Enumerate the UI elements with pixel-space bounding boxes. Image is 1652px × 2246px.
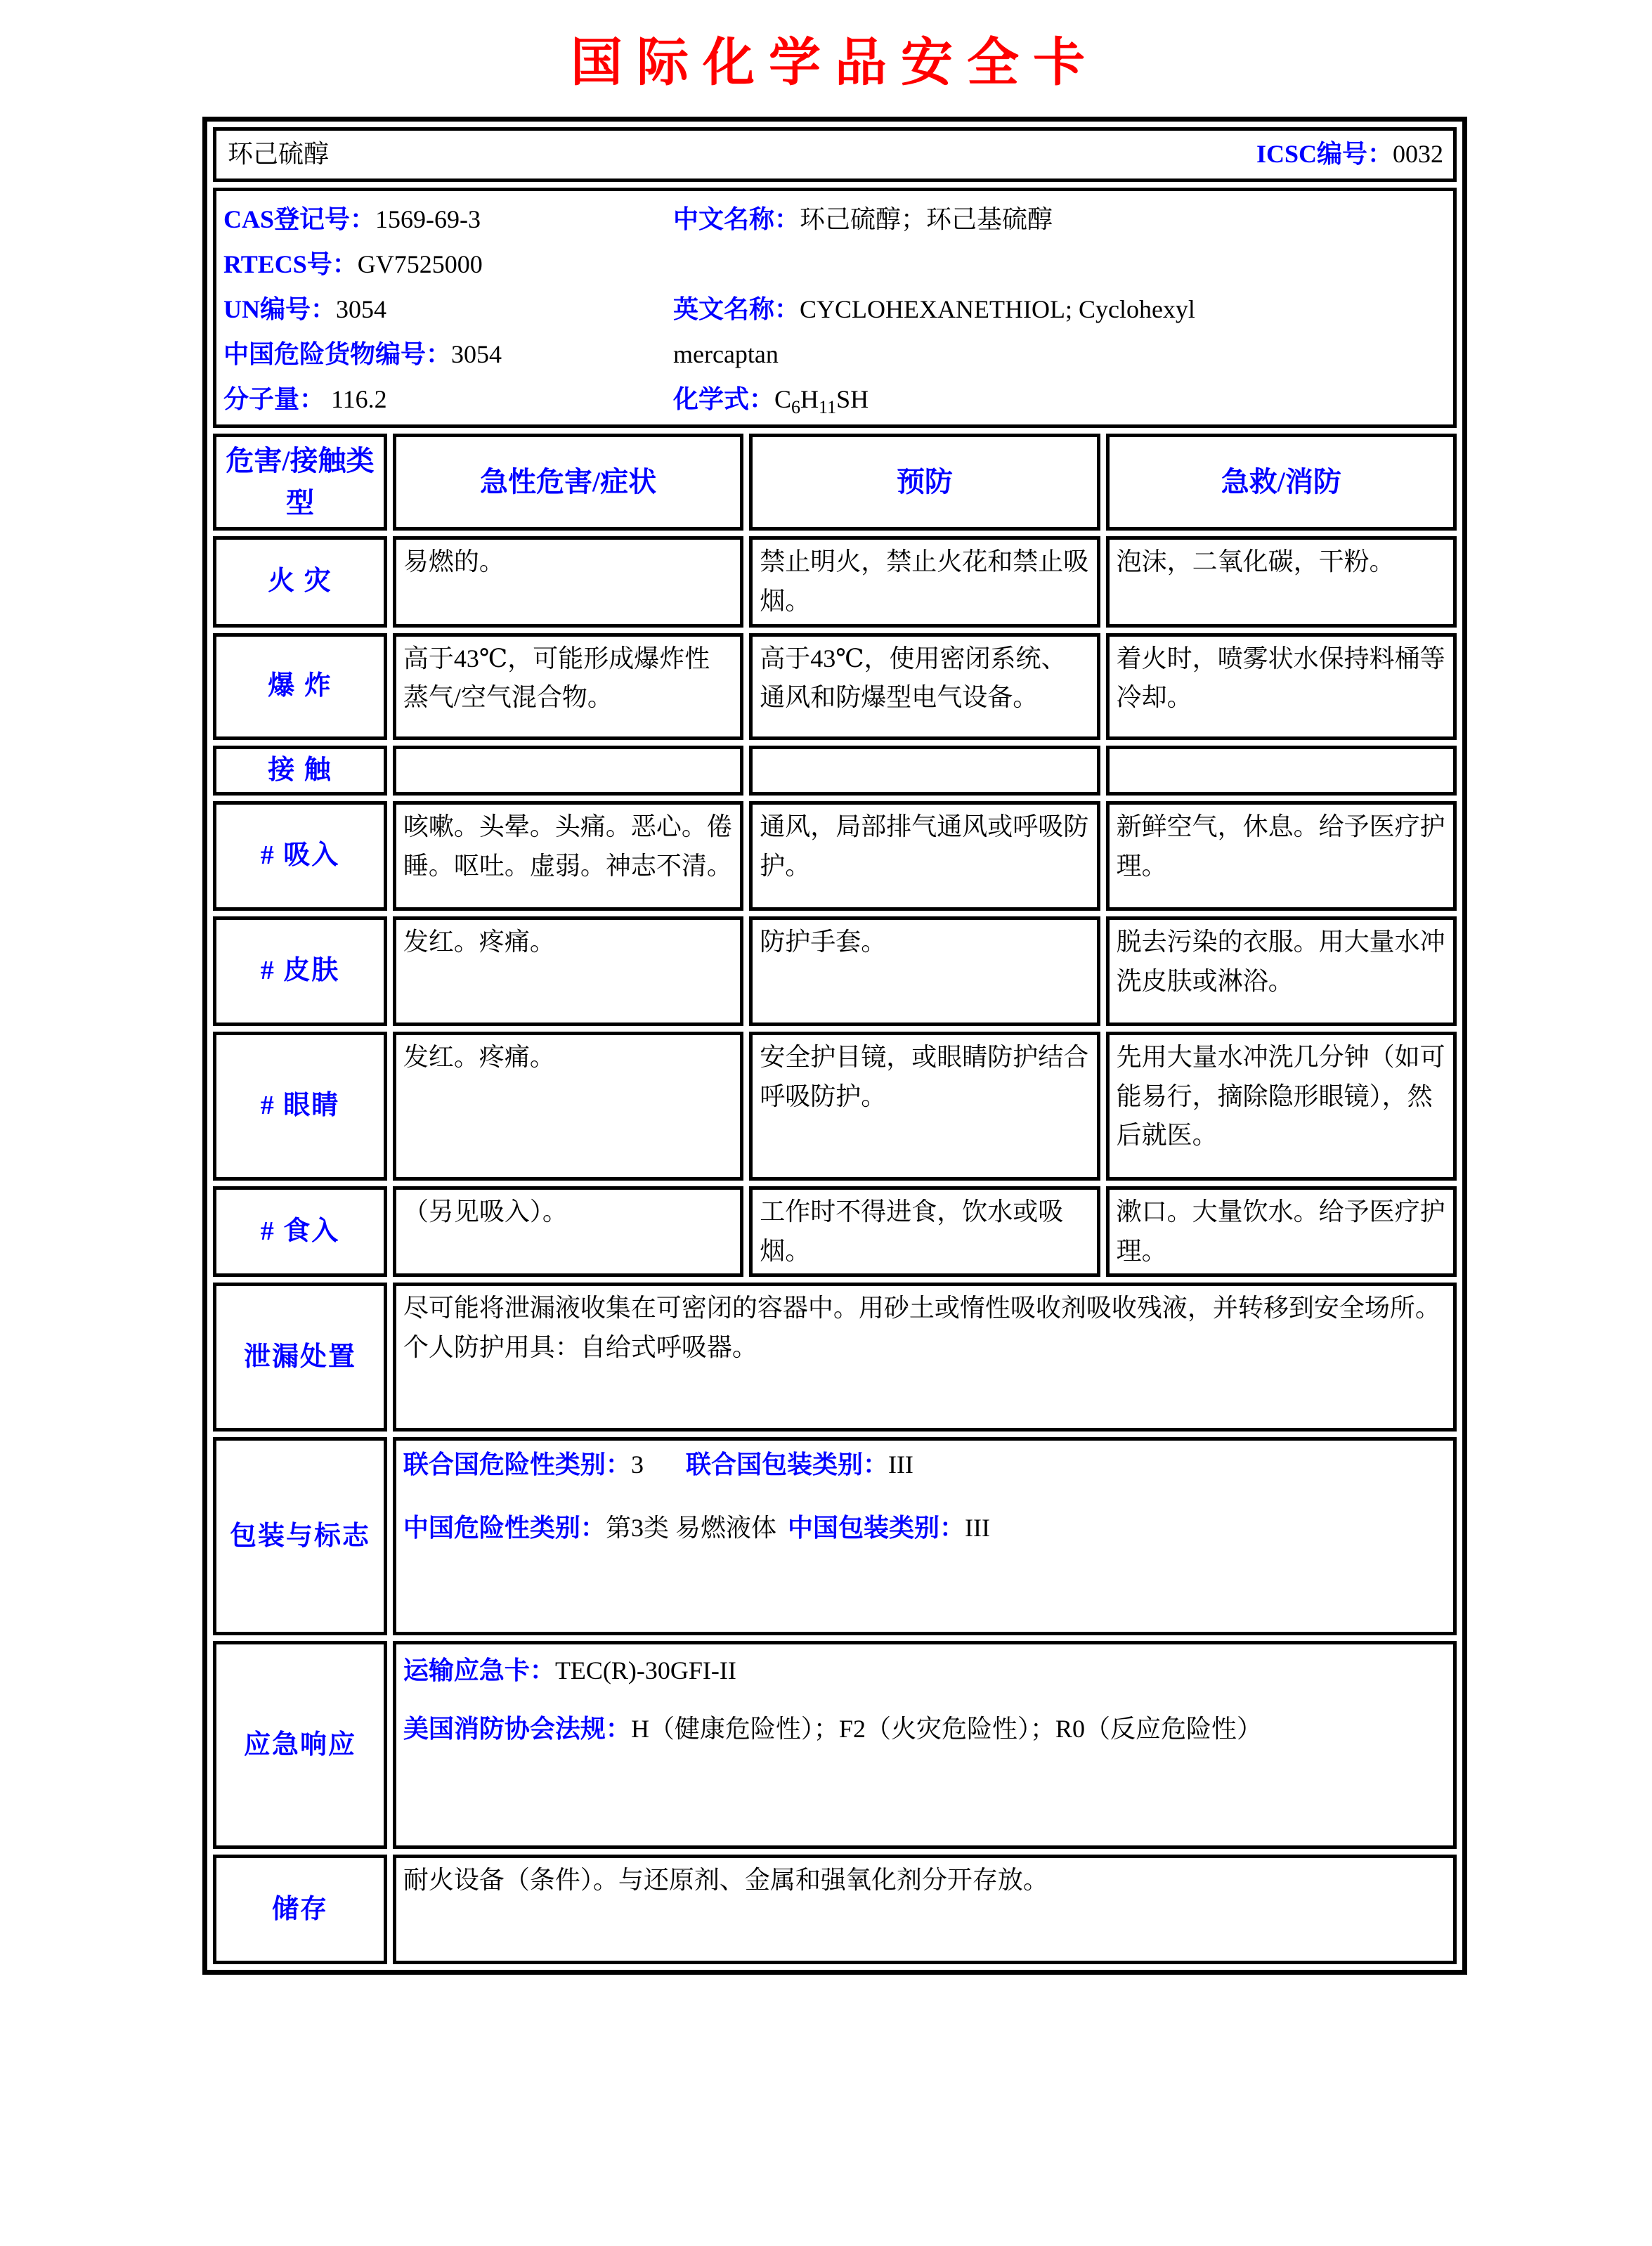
ingestion-prevention: 工作时不得进食，饮水或吸烟。: [749, 1186, 1100, 1278]
identifiers-right-column: [673, 197, 1446, 422]
identifiers-left-column: [223, 197, 673, 422]
row-label-eyes: # 眼睛: [213, 1032, 387, 1181]
cn-hazard-class-value: 第3类 易燃液体: [605, 1513, 776, 1542]
table-row-skin: [213, 916, 1457, 1026]
tec-card-line: [403, 1647, 1446, 1694]
table-row-packaging: [213, 1437, 1457, 1635]
contact-symptoms: [393, 746, 743, 796]
column-header-first-aid: 急救/消防: [1106, 434, 1457, 531]
china-dg-number-label: 中国危险货物编号：: [223, 340, 452, 368]
molecular-weight-label: 分子量：: [223, 385, 325, 413]
row-label-packaging: 包装与标志: [213, 1437, 387, 1635]
chinese-name-value: 环己硫醇；环己基硫醇: [800, 205, 1053, 233]
table-row-eyes: [213, 1032, 1457, 1181]
packaging-cn-line: [403, 1507, 1446, 1550]
spill-disposal-content: 尽可能将泄漏液收集在可密闭的容器中。用砂土或惰性吸收剂吸收残液，并转移到安全场所。个人防护用具：自给式呼吸器。: [393, 1283, 1457, 1432]
un-number-label: UN编号：: [223, 295, 336, 323]
cn-packing-group-label: 中国包装类别：: [787, 1513, 965, 1542]
table-row-storage: [213, 1855, 1457, 1964]
emergency-response-content: [393, 1641, 1457, 1849]
ingestion-first-aid: 漱口。大量饮水。给予医疗护理。: [1106, 1186, 1457, 1278]
cas-number-value: 1569-69-3: [375, 205, 481, 233]
skin-prevention: 防护手套。: [749, 916, 1100, 1026]
table-row-spill-disposal: [213, 1283, 1457, 1432]
fire-symptoms: 易燃的。: [393, 536, 743, 628]
table-row-ingestion: [213, 1186, 1457, 1278]
card-header-cell: [213, 127, 1457, 182]
skin-symptoms: 发红。疼痛。: [393, 916, 743, 1026]
page-title: 国际化学品安全卡: [571, 32, 1099, 93]
un-packing-group-label: 联合国包装类别：: [685, 1450, 888, 1479]
row-label-contact: 接 触: [213, 746, 387, 796]
card-table: [202, 117, 1467, 1975]
inhalation-first-aid: 新鲜空气，休息。给予医疗护理。: [1106, 801, 1457, 911]
china-dg-number-line: [223, 332, 673, 377]
packaging-content: [393, 1437, 1457, 1635]
cas-number-label: CAS登记号：: [223, 205, 376, 233]
molecular-weight-value: 116.2: [325, 385, 387, 413]
china-dg-number-value: 3054: [451, 340, 502, 368]
row-label-emergency-response: 应急响应: [213, 1641, 387, 1849]
row-label-skin: # 皮肤: [213, 916, 387, 1026]
formula-c: C: [774, 385, 792, 413]
formula-label: 化学式：: [673, 385, 775, 413]
nfpa-label: 美国消防协会法规：: [403, 1714, 631, 1743]
storage-content: 耐火设备（条件）。与还原剂、金属和强氧化剂分开存放。: [393, 1855, 1457, 1964]
contact-first-aid: [1106, 746, 1457, 796]
skin-first-aid: 脱去污染的衣服。用大量水冲洗皮肤或淋浴。: [1106, 916, 1457, 1026]
row-label-explosion: 爆 炸: [213, 633, 387, 740]
cn-packing-group-value: III: [964, 1513, 990, 1542]
row-label-fire: 火 灾: [213, 536, 387, 628]
explosion-first-aid: 着火时，喷雾状水保持料桶等冷却。: [1106, 633, 1457, 740]
row-label-inhalation: # 吸入: [213, 801, 387, 911]
column-header-hazard-type: 危害/接触类型: [213, 434, 387, 531]
eyes-prevention: 安全护目镜，或眼睛防护结合呼吸防护。: [749, 1032, 1100, 1181]
row-label-spill-disposal: 泄漏处置: [213, 1283, 387, 1432]
nfpa-line: [403, 1706, 1446, 1753]
un-hazard-class-value: 3: [630, 1450, 644, 1479]
chinese-name-line: [673, 197, 1446, 242]
table-row-explosion: [213, 633, 1457, 740]
eyes-first-aid: 先用大量水冲洗几分钟（如可能易行，摘除隐形眼镜），然后就医。: [1106, 1032, 1457, 1181]
card-header-row: [213, 127, 1457, 182]
un-packing-group-value: III: [887, 1450, 913, 1479]
nfpa-value: H（健康危险性）；F2（火灾危险性）；R0（反应危险性）: [630, 1714, 1262, 1743]
formula-sub-6: 6: [791, 397, 801, 418]
fire-prevention: 禁止明火，禁止火花和禁止吸烟。: [749, 536, 1100, 628]
rtecs-number-label: RTECS号：: [223, 250, 358, 278]
formula-line: [673, 377, 1446, 422]
hazard-header-row: [213, 434, 1457, 531]
rtecs-number-line: [223, 242, 673, 287]
formula-h: H: [800, 385, 819, 413]
identifiers-cell: [213, 188, 1457, 428]
formula-value: [774, 385, 869, 418]
cn-hazard-class-label: 中国危险性类别：: [403, 1513, 606, 1542]
row-label-storage: 储存: [213, 1855, 387, 1964]
un-number-line: [223, 287, 673, 332]
substance-name: 环己硫醇: [228, 140, 330, 169]
contact-prevention: [749, 746, 1100, 796]
table-row-fire: [213, 536, 1457, 628]
explosion-symptoms: 高于43℃，可能形成爆炸性蒸气/空气混合物。: [393, 633, 743, 740]
tec-card-label: 运输应急卡：: [403, 1656, 555, 1685]
row-label-ingestion: # 食入: [213, 1186, 387, 1278]
rtecs-number-value: GV7525000: [357, 250, 483, 278]
inhalation-symptoms: 咳嗽。头晕。头痛。恶心。倦睡。呕吐。虚弱。神志不清。: [393, 801, 743, 911]
tec-card-value: TEC(R)-30GFI-II: [554, 1656, 736, 1685]
identifiers-row: [213, 188, 1457, 428]
ingestion-symptoms: （另见吸入）。: [393, 1186, 743, 1278]
table-row-contact: [213, 746, 1457, 796]
fire-first-aid: 泡沫，二氧化碳，干粉。: [1106, 536, 1457, 628]
icsc-number-label: ICSC编号：: [1256, 140, 1393, 169]
formula-sub-11: 11: [819, 397, 837, 418]
column-header-prevention: 预防: [749, 434, 1100, 531]
explosion-prevention: 高于43℃，使用密闭系统、通风和防爆型电气设备。: [749, 633, 1100, 740]
chinese-name-label: 中文名称：: [673, 205, 800, 233]
icsc-number-value: 0032: [1393, 140, 1443, 169]
inhalation-prevention: 通风，局部排气通风或呼吸防护。: [749, 801, 1100, 911]
eyes-symptoms: 发红。疼痛。: [393, 1032, 743, 1181]
cas-number-line: [223, 197, 673, 242]
english-name-line: [673, 287, 1249, 377]
english-name-value: CYCLOHEXANETHIOL; Cyclohexyl mercaptan: [673, 295, 1195, 368]
column-header-symptoms: 急性危害/症状: [393, 434, 743, 531]
table-row-inhalation: [213, 801, 1457, 911]
english-name-label: 英文名称：: [673, 295, 800, 323]
packaging-un-line: [403, 1443, 1446, 1486]
icsc-number: [1256, 135, 1446, 174]
molecular-weight-line: [223, 377, 673, 422]
table-row-emergency-response: [213, 1641, 1457, 1849]
un-hazard-class-label: 联合国危险性类别：: [403, 1450, 631, 1479]
formula-sh: SH: [836, 385, 869, 413]
un-number-value: 3054: [336, 295, 386, 323]
